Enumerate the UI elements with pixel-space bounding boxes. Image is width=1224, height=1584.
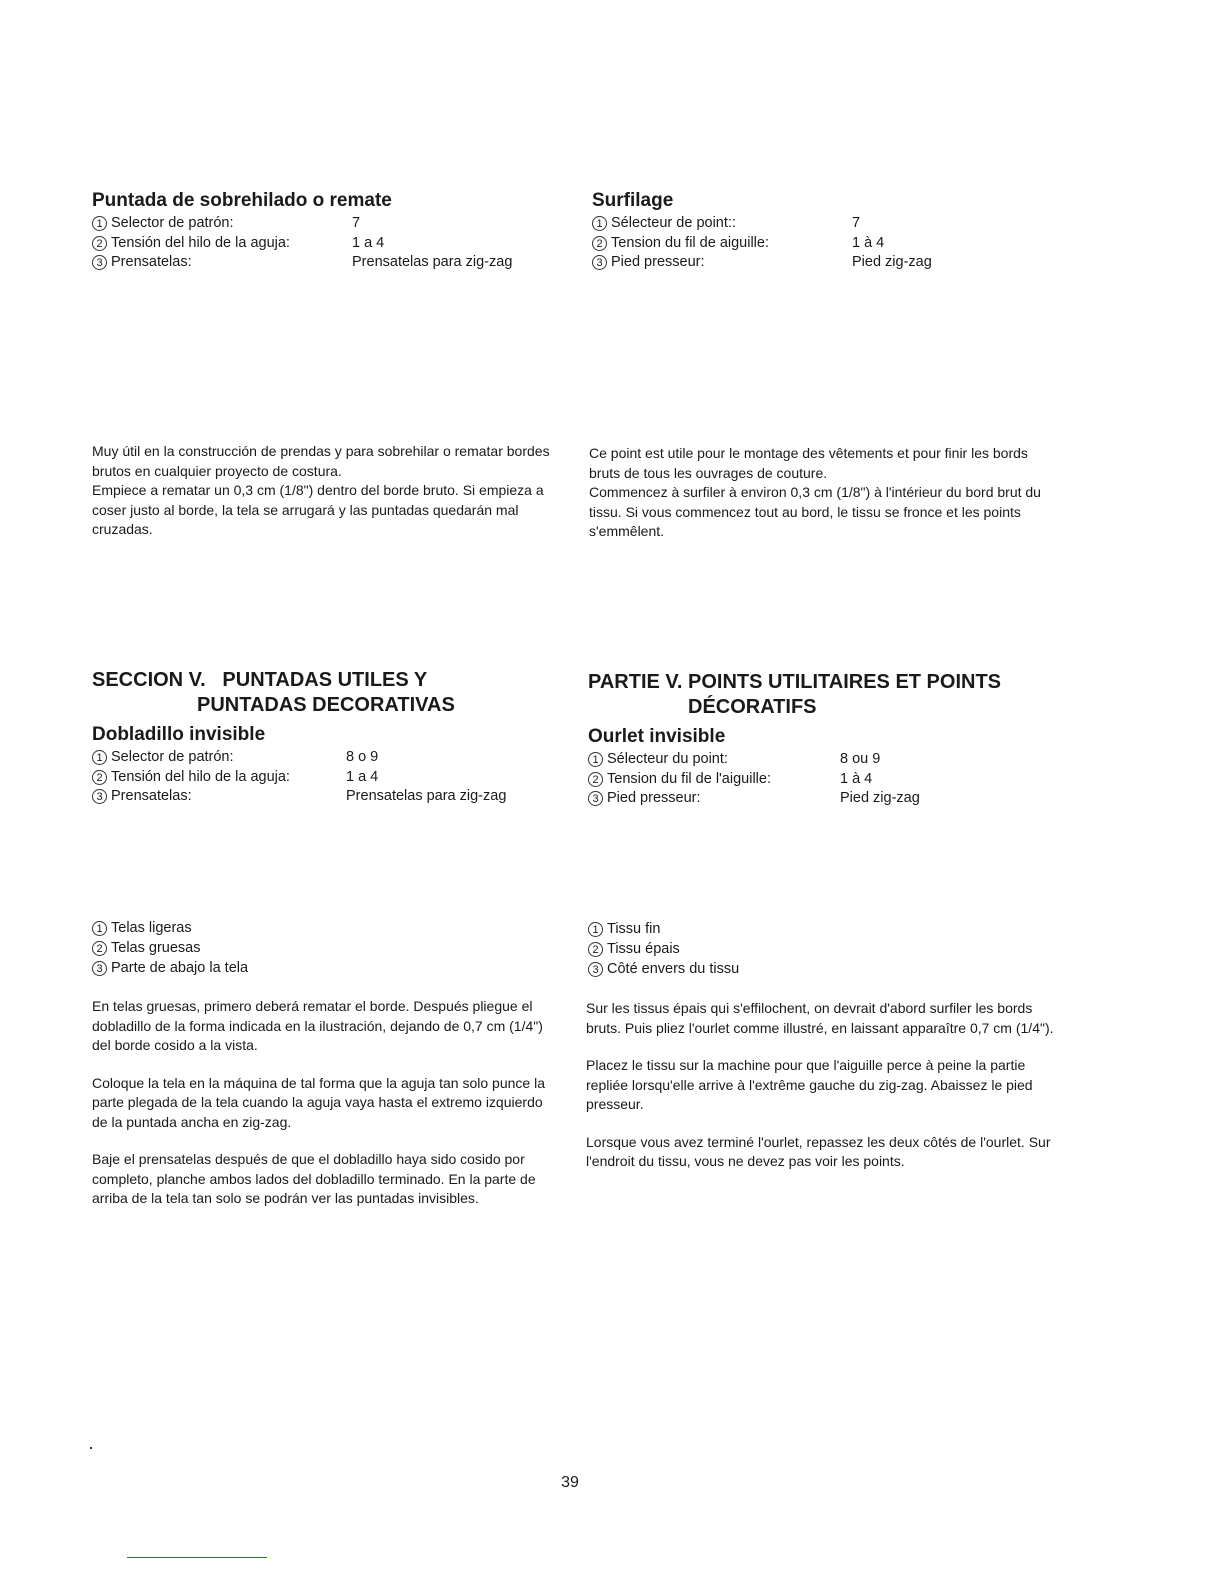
setting-label: Tension du fil de aiguille: — [611, 234, 769, 251]
setting-label: Pied presseur: — [611, 254, 705, 270]
settings-row — [92, 768, 572, 788]
setting-value: 1 a 4 — [352, 234, 385, 251]
circled-number: 2 — [92, 770, 107, 785]
paragraph: Muy útil en la construcción de prendas y para sobrehilar o rematar bordes brutos en cualquier proyecto de costura. — [92, 443, 550, 479]
es-section-title-line2: PUNTADAS DECORATIVAS — [197, 694, 455, 716]
item-text: Parte de abajo la tela — [111, 960, 249, 976]
circled-number: 3 — [92, 961, 107, 976]
stray-dot — [90, 1447, 92, 1449]
setting-value: Pied zig-zag — [852, 254, 932, 270]
es-overcast-title: Puntada de sobrehilado o remate — [92, 190, 392, 211]
setting-label: Prensatelas: — [111, 788, 192, 804]
es-illustration-legend — [92, 918, 572, 978]
es-section-title-line1: SECCION V. PUNTADAS UTILES Y — [92, 669, 428, 691]
settings-row — [592, 234, 1072, 254]
circled-number: 1 — [592, 216, 607, 231]
circled-number: 1 — [588, 922, 603, 937]
paragraph: Empiece a rematar un 0,3 cm (1/8") dentro del borde bruto. Si empieza a coser justo al borde, la tela se arrugará y las puntadas quedarán mal cruzadas. — [92, 482, 544, 537]
setting-value: 8 ou 9 — [840, 751, 881, 767]
es-blind-hem-settings — [92, 748, 572, 807]
paragraph: Lorsque vous avez terminé l'ourlet, repassez les deux côtés de l'ourlet. Sur l'endroit du tissu, vous ne devez pas voir les points. — [586, 1133, 1051, 1169]
fr-overcast-title: Surfilage — [592, 190, 674, 211]
es-blind-hem-text — [92, 997, 562, 1209]
list-item — [588, 959, 1068, 979]
settings-row — [588, 770, 1068, 790]
fr-illustration-legend — [588, 919, 1068, 979]
fr-overcast-section — [592, 190, 1072, 273]
fr-section-v — [588, 670, 1068, 809]
item-text: Telas gruesas — [111, 940, 201, 956]
circled-number: 3 — [588, 962, 603, 977]
setting-label: Pied presseur: — [607, 790, 701, 806]
setting-label: Selector de patrón: — [111, 215, 234, 231]
settings-row — [592, 253, 1072, 273]
settings-row — [592, 214, 1072, 234]
circled-number: 2 — [92, 941, 107, 956]
fr-blind-hem-settings — [588, 750, 1068, 809]
circled-number: 2 — [588, 942, 603, 957]
paragraph: Ce point est utile pour le montage des vêtements et pour finir les bords bruts de tous les ouvrages de couture. — [589, 445, 1028, 481]
settings-row — [92, 214, 572, 234]
setting-value: 8 o 9 — [346, 749, 379, 765]
setting-value: Prensatelas para zig-zag — [352, 254, 513, 270]
fr-section-title-line2: DÉCORATIFS — [688, 696, 817, 718]
item-text: Tissu épais — [607, 941, 680, 957]
fr-overcast-text — [589, 444, 1059, 542]
es-blind-hem-title: Dobladillo invisible — [92, 724, 266, 745]
settings-row — [588, 789, 1068, 809]
circled-number: 3 — [92, 789, 107, 804]
circled-number: 1 — [92, 216, 107, 231]
circled-number: 3 — [92, 255, 107, 270]
paragraph: Commencez à surfiler à environ 0,3 cm (1/8") à l'intérieur du bord brut du tissu. Si vous commencez tout au bord, le tissu se fronce et les points s'emmêlent. — [589, 484, 1041, 539]
settings-row — [92, 253, 572, 273]
setting-value: Prensatelas para zig-zag — [346, 788, 507, 804]
list-item — [92, 918, 572, 938]
settings-row — [92, 748, 572, 768]
setting-label: Tensión del hilo de la aguja: — [111, 768, 290, 785]
setting-value: 1 à 4 — [852, 234, 885, 251]
divider-line — [127, 1557, 267, 1558]
item-text: Tissu fin — [607, 921, 661, 937]
setting-label: Sélecteur du point: — [607, 751, 728, 767]
circled-number: 1 — [588, 752, 603, 767]
setting-value: Pied zig-zag — [840, 790, 920, 806]
es-section-v — [92, 668, 572, 807]
circled-number: 3 — [592, 255, 607, 270]
setting-label: Sélecteur de point:: — [611, 215, 736, 231]
list-item — [588, 939, 1068, 959]
settings-row — [92, 787, 572, 807]
circled-number: 1 — [92, 750, 107, 765]
page-number: 39 — [561, 1474, 579, 1491]
es-overcast-text — [92, 442, 574, 540]
circled-number: 3 — [588, 791, 603, 806]
paragraph: Coloque la tela en la máquina de tal forma que la aguja tan solo punce la parte plegada de la tela cuando la aguja vaya hasta el extremo izquierdo de la puntada ancha en zig-zag. — [92, 1074, 545, 1130]
fr-blind-hem-title: Ourlet invisible — [588, 726, 726, 747]
setting-value: 7 — [852, 215, 861, 231]
fr-section-title-line1: PARTIE V. POINTS UTILITAIRES ET POINTS — [588, 671, 1002, 693]
paragraph: Sur les tissus épais qui s'effilochent, on devrait d'abord surfiler les bords bruts. Puis pliez l'ourlet comme illustré, en laissant apparaître 0,7 cm (1/4"). — [586, 1000, 1054, 1036]
setting-label: Selector de patrón: — [111, 749, 234, 765]
list-item — [92, 938, 572, 958]
paragraph: Baje el prensatelas después de que el dobladillo haya sido cosido por completo, planche ambos lados del dobladillo terminado. En la parte de arriba de la tela tan solo se podrán ver las puntadas invisibles. — [92, 1151, 536, 1206]
item-text: Côté envers du tissu — [607, 961, 740, 977]
setting-value: 1 à 4 — [840, 770, 873, 787]
setting-label: Tension du fil de l'aiguille: — [607, 770, 771, 787]
circled-number: 1 — [92, 921, 107, 936]
setting-label: Prensatelas: — [111, 254, 192, 270]
es-overcast-settings — [92, 214, 572, 273]
setting-value: 7 — [352, 215, 361, 231]
paragraph: Placez le tissu sur la machine pour que l'aiguille perce à peine la partie repliée lorsqu'elle arrive à l'extrême gauche du zig-zag. Abaissez le pied presseur. — [586, 1057, 1033, 1112]
circled-number: 2 — [92, 236, 107, 251]
item-text: Telas ligeras — [111, 920, 192, 936]
settings-row — [588, 750, 1068, 770]
list-item — [588, 919, 1068, 939]
es-overcast-section — [92, 190, 572, 273]
list-item — [92, 958, 572, 978]
circled-number: 2 — [592, 236, 607, 251]
setting-label: Tensión del hilo de la aguja: — [111, 234, 290, 251]
fr-overcast-settings — [592, 214, 1072, 273]
setting-value: 1 a 4 — [346, 768, 379, 785]
settings-row — [92, 234, 572, 254]
paragraph: En telas gruesas, primero deberá rematar el borde. Después pliegue el dobladillo de la forma indicada en la ilustración, dejando de 0,7 cm (1/4") del borde cosido a la vista. — [92, 998, 543, 1053]
fr-blind-hem-text — [586, 999, 1056, 1172]
circled-number: 2 — [588, 772, 603, 787]
